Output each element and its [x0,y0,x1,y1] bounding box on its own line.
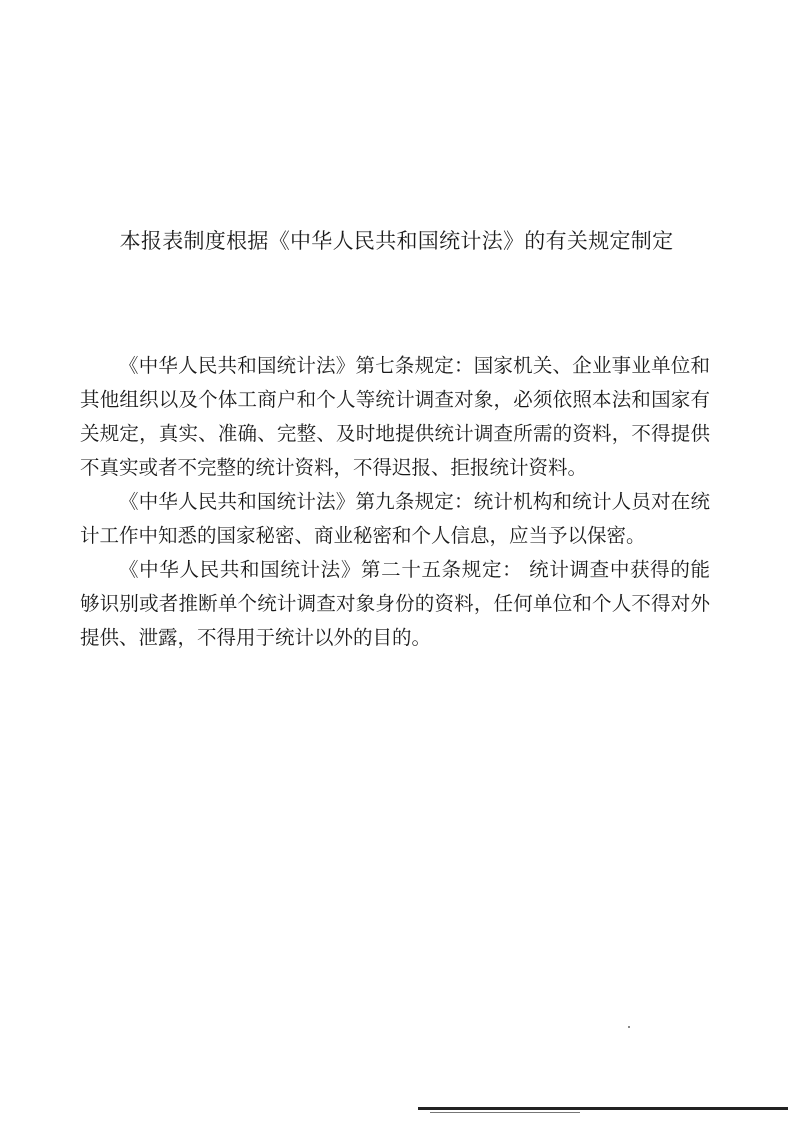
page-title: 本报表制度根据《中华人民共和国统计法》的有关规定制定 [119,229,674,253]
paragraph-article-25: 《中华人民共和国统计法》第二十五条规定： 统计调查中获得的能够识别或者推断单个统计调查对象身份的资料，任何单位和个人不得对外提供、泄露，不得用于统计以外的目的。 [80,558,710,649]
paragraph-article-9: 《中华人民共和国统计法》第九条规定：统计机构和统计人员对在统计工作中知悉的国家秘密、商业秘密和个人信息，应当予以保密。 [80,490,710,547]
scan-speck [628,1026,630,1028]
scan-edge-line [418,1107,788,1110]
statute-body [80,349,710,655]
scan-edge-line-faint [430,1112,580,1113]
paragraph-article-7: 《中华人民共和国统计法》第七条规定：国家机关、企业事业单位和其他组织以及个体工商户和个人等统计调查对象，必须依照本法和国家有关规定，真实、准确、完整、及时地提供统计调查所需的资料，不得提供不真实或者不完整的统计资料，不得迟报、拒报统计资料。 [80,354,710,479]
